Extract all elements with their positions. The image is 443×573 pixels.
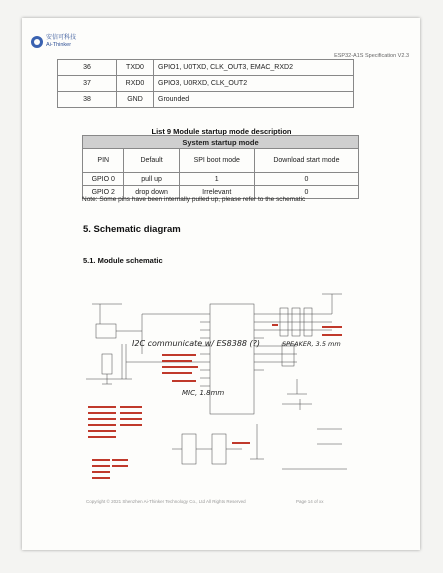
- startup-table-title: System startup mode: [83, 136, 359, 149]
- table-cell: GPIO 2: [83, 186, 124, 199]
- logo-mark-icon: [31, 36, 43, 48]
- bottom-circuit-block: [172, 399, 347, 469]
- esp32-chip-symbol: [210, 304, 254, 414]
- table-cell: 1: [179, 173, 254, 186]
- pin-description: Grounded: [154, 92, 354, 108]
- table-header-row: [83, 149, 359, 173]
- logo-chinese-name: 安信可科技: [46, 35, 77, 41]
- pin-table: [57, 59, 354, 108]
- footer-copyright: Copyright © 2021 Shenzhen Ai-Thinker Technology Co., Ltd All Rights Reserved: [86, 499, 246, 504]
- section-heading: 5. Schematic diagram: [83, 224, 181, 235]
- startup-mode-table: [82, 135, 359, 199]
- handwritten-i2c-note: I2C communicate w/ ES8388 (?): [132, 339, 261, 348]
- handwritten-speaker-note: SPEAKER, 3.5 mm: [282, 340, 341, 348]
- footer-page-number: Page 14 of xx: [296, 499, 324, 504]
- table-cell: Irrelevant: [179, 186, 254, 199]
- handwritten-mic-note: MIC, 1.8mm: [182, 389, 225, 397]
- table-cell: 0: [254, 173, 358, 186]
- table-row: [58, 92, 354, 108]
- pin-description: GPIO1, U0TXD, CLK_OUT3, EMAC_RXD2: [154, 60, 354, 76]
- pin-description: GPIO3, U0RXD, CLK_OUT2: [154, 76, 354, 92]
- pin-name: GND: [117, 92, 154, 108]
- column-header: Download start mode: [254, 149, 358, 173]
- chip-pins: [200, 314, 264, 386]
- table-cell: pull up: [124, 173, 179, 186]
- pin-name: RXD0: [117, 76, 154, 92]
- column-header: Default: [124, 149, 179, 173]
- pin-number: 37: [58, 76, 117, 92]
- header-doc-title: ESP32-A1S Specification V2.3: [334, 53, 409, 59]
- startup-table-caption: List 9 Module startup mode description: [151, 127, 292, 136]
- subsection-heading: 5.1. Module schematic: [83, 256, 163, 265]
- column-header: PIN: [83, 149, 124, 173]
- pin-name: TXD0: [117, 60, 154, 76]
- company-logo: [31, 35, 76, 49]
- table-cell: 0: [254, 186, 358, 199]
- column-header: SPI boot mode: [179, 149, 254, 173]
- table-row: [58, 76, 354, 92]
- table-row: [83, 173, 359, 186]
- logo-english-name: Ai-Thinker: [46, 42, 72, 48]
- pin-number: 38: [58, 92, 117, 108]
- table-cell: GPIO 0: [83, 173, 124, 186]
- table-row: [58, 60, 354, 76]
- pin-number: 36: [58, 60, 117, 76]
- table-note: Note: Some pins have been internally pulled up, please refer to the schematic: [82, 196, 306, 203]
- module-schematic: [82, 284, 352, 494]
- table-cell: drop down: [124, 186, 179, 199]
